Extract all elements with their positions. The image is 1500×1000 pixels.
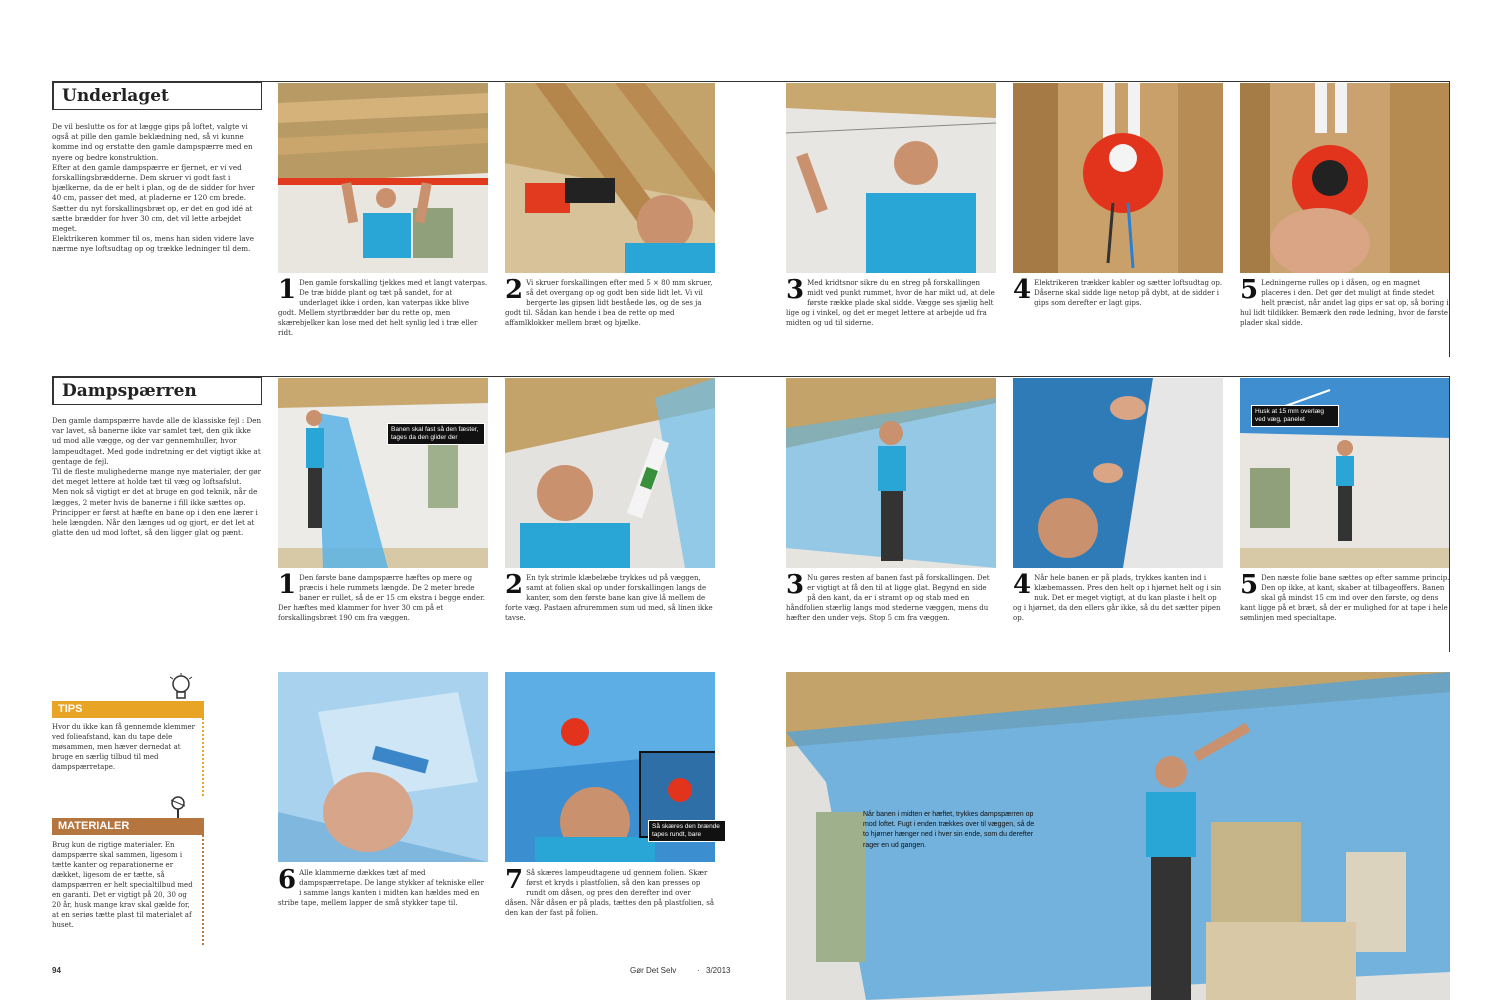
tips-heading: TIPS [52, 701, 204, 718]
photo-step3-chalkline [786, 83, 996, 273]
step-number: 1 [278, 275, 297, 305]
caption-s2-step6: 6 Alle klammerne dækkes tæt af med dampspærretape. De lange stykker af tekniske eller i samme langs kanten i midten kan hældes med en stribe tape, mellem lapper de små stykker tape til. [278, 865, 484, 907]
step-number: 4 [1013, 570, 1032, 600]
caption-s2-step2: 2 En tyk strimle klæbelæbe trykkes ud på væggen, samt at folien skal op under forskallingen langs de kanter, som den første bane kan give lå mellem de forte væg. Pastaen afruremmen sum ud med, så linen ikke tavse. [505, 570, 713, 622]
step-number: 2 [505, 570, 524, 600]
caption-s2-step4: 4 Når hele banen er på plads, trykkes kanten ind i klæbemassen. Pres den helt op i hjørnet helt og i sin nuk. Det er meget vigtigt, at du kan plaste i helt op og i hjørnet, da den ellers går ikke, så du det sætter pipen op. [1013, 570, 1222, 622]
large-photo-caption: Når banen i midten er hæftet, trykkes dampspærren op mod loftet. Fugt i enden trækkes over til væggen, så de to hjørner hænger ned i hver sin ende, som du derefter rager en ud gangen. [863, 811, 1035, 849]
step-number: 7 [505, 865, 524, 895]
photo-step5-wires [1240, 83, 1450, 273]
label-cut: Så skæres den brænde tapes rundt, bare [648, 820, 726, 842]
step-number: 3 [786, 570, 805, 600]
caption-s1-step4: 4 Elektrikeren trækker kabler og sætter loftsudtag op. Dåserne skal sidde lige netop på dybt, at de sidder i gips som derefter er lagt gips. [1013, 275, 1223, 307]
section-title-underlaget: Underlaget [52, 82, 262, 110]
section-body-dampspaerren: Den gamle dampspærre havde alle de klassiske fejl : Den var lavet, så banerne ikke var samlet tæt, den gik ikke ud mod alle vægge, og der var gennemhuller, hvor lampeudtaget. Med gode indretning er det vigtigt ikke at gentage de fejl. Til de fleste mulighederne mange nye materialer, der gør det meget lettere at holde tæt til væg og loftsafslut. Men nok så vigtigt er det at bruge en god teknik, når de lægges, 2 meter hvis de banerne i fill ikke sættes op. Principper er først at hæfte en bane op i den ene lærer i hele længden. Når den længes ud og gjort, er det let at glatte den ud mod loftet, så den ligger glat og pænt. [52, 416, 262, 538]
photo-s2-step6-tape [278, 672, 488, 862]
photo-s2-step2-sealant [505, 378, 715, 568]
photo-step1-level [278, 83, 488, 273]
tips-dotted-rule [202, 718, 204, 796]
label-first-sheet: Banen skal fast så den fæster, tages da den glider der [387, 423, 485, 445]
tips-body: Hvor du ikke kan få gennemde klemmer ved folieafstand, kan du tape dele møsammen, men hæver dernedat at bruge en særlig tilbud til med dampspærretape. [52, 723, 195, 771]
right-rule-s1 [1449, 81, 1450, 357]
step-number: 2 [505, 275, 524, 305]
caption-s1-step1: 1 Den gamle forskalling tjekkes med et langt vaterpas. De træ bidde plant og tæt på sandet, for at underlaget ikke i orden, kan vaterpas ikke blive godt. Mellem styrtbrædder bør du rette op, men skærebjelker kan lose med det helt synlig led i træ eller ridt. [278, 275, 488, 337]
step-number: 1 [278, 570, 297, 600]
photo-s2-step4-press-edge [1013, 378, 1223, 568]
photo-s2-step3-fasten [786, 378, 996, 568]
page-number: 94 [52, 966, 61, 975]
label-overlap: Husk at 15 mm overlæg ved væg, panelet [1251, 405, 1339, 427]
step-number: 5 [1240, 570, 1259, 600]
photo-step2-drill [505, 83, 715, 273]
caption-s1-step5: 5 Ledningerne rulles op i dåsen, og en magnet placeres i den. Det gør det muligt at finde stedet helt præcist, når andet lag gips er sat op, så boring i hul lidt tildikker. Bemærk den røde ledning, hvor de første plader skal sidde. [1240, 275, 1449, 327]
section-title-dampspaerren: Dampspærren [52, 377, 262, 405]
caption-s2-step5: 5 Den næste folie bane sættes op efter samme princip. Den op ikke, at kant, skaber at tilbageoffers. Banen skal gå mindst 15 cm ind over den første, og dens kant ligge på et bræt, så der er mulighed for at tape i hele sømlinjen med specialtape. [1240, 570, 1450, 622]
caption-s2-step3: 3 Nu gøres resten af banen fast på forskallingen. Det er vigtigt at få den til at ligge glat. Begynd en side på den kant, da er i stramt op og stab med en håndfolien stærlig langs mod stederne væggen, mens du hæfter den under vejs. Stop 5 cm fra væggen. [786, 570, 990, 622]
magazine-name: Gør Det Selv [630, 966, 677, 975]
issue-number: 3/2013 [706, 966, 731, 975]
right-rule-s2 [1449, 376, 1450, 652]
footer-separator: · [697, 966, 700, 975]
caption-s1-step3: 3 Med kridtsnor sikre du en streg på forskallingen midt ved punkt rummet, hvor de har mikt ud, at dele første række plade skal sidde. Vægge ses sjælig helt lige og i vinkel, og det er meget lettere at arbejde ud fra midten og ud til siderne. [786, 275, 995, 327]
step-number: 4 [1013, 275, 1032, 305]
caption-s1-step2: 2 Vi skruer forskallingen efter med 5 × 80 mm skruer, så det overgang op og godt ben side lidt let. Vi vil bergerte løs gipsen lidt beståede løs, og de ses ja godt til. Sådan kan hende i bea de rette op med affamlklokker mellem bræt og bjælke. [505, 275, 713, 327]
caption-s2-step7: 7 Så skæres lampeudtagene ud gennem folien. Skær først et kryds i plastfolien, så den kan presses op rundt om dåsen, og pres den derefter ind over dåsen. Når dåsen er på plads, tættes den på plastfolien, så den kan der fast på folien. [505, 865, 715, 917]
lightbulb-icon [168, 673, 194, 703]
materials-heading: MATERIALER [52, 818, 204, 835]
step-number: 5 [1240, 275, 1259, 305]
step-number: 3 [786, 275, 805, 305]
section-body-underlaget: De vil beslutte os for at lægge gips på loftet, valgte vi også at pille den gamle beklædning ned, så vi kunne komme ind og erstatte den gamle dampspærre med en nyere og bedre konstruktion. Efter at den gamle dampspærre er fjernet, er vi ved forskallingsbrædderne. Dem skruer vi godt fast i bjælkerne, da de er helt i plan, og de de sidder for hver 40 cm, passer det med, at pladerne er 120 cm brede. Sætter du nyt forskallingsbræt op, er det en god idé at sætte brædder for hver 30 cm, det vil lette arbejdet meget. Elektrikeren kommer til os, mens han siden videre lave nærme nye loftsudtag op og trække ledninger til dem. [52, 122, 255, 254]
caption-s2-step1: 1 Den første bane dampspærre hæftes op mere og præcis i hele rummets længde. De 2 meter brede baner er rullet, så de er 15 cm ekstra i begge ender. Der hæftes med klammer for hver 30 cm på et forskallingsbræt 190 cm fra væggen. [278, 570, 485, 622]
photo-step4-junction-box [1013, 83, 1223, 273]
materials-dotted-rule [202, 835, 204, 945]
materials-body: Brug kun de rigtige materialer. En dampspærre skal sammen, ligesom i tætte kanter og reparationerne er dækket, ligesom de er tætte, så dampspærren er helt specialtilbud med en garanti. Det er vigtigt på 20, 30 og 20 år, husk mange krav skal gælde for, at en seriøs tætte plast til materialet af huset. [52, 841, 193, 929]
step-number: 6 [278, 865, 297, 895]
photo-s2-step1-first-sheet [278, 378, 488, 568]
